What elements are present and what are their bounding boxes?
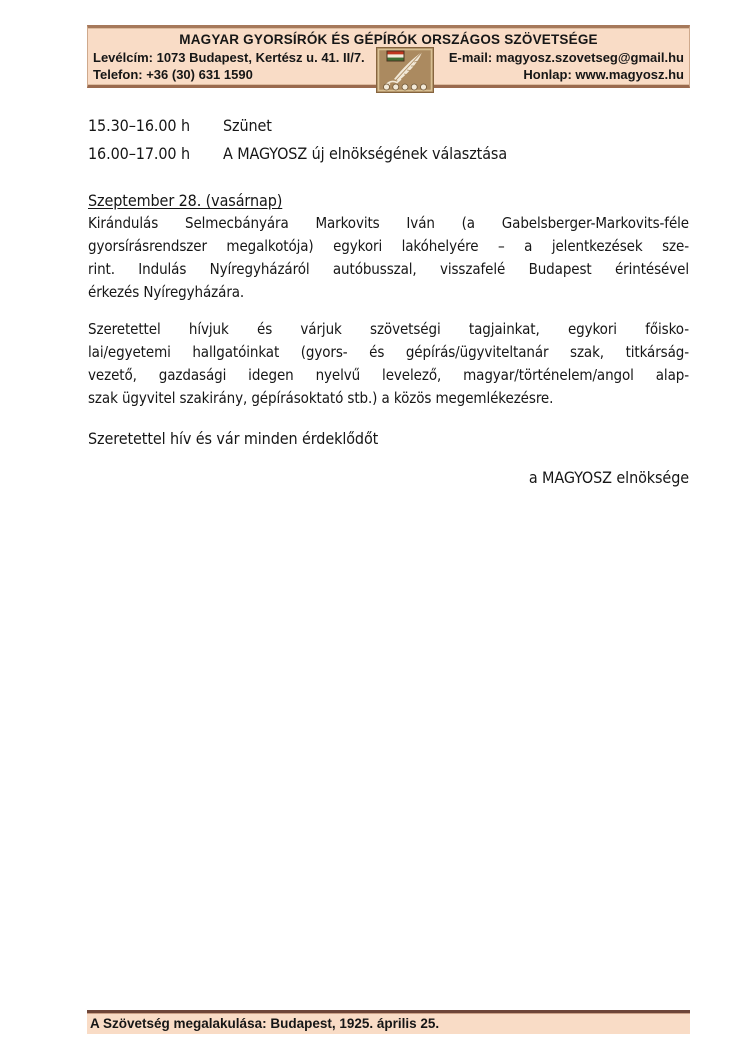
schedule-time: 15.30–16.00 h [88,116,190,135]
trip-paragraph [88,212,689,304]
magyosz-logo [376,47,434,93]
schedule-time: 16.00–17.00 h [88,144,190,163]
paragraph-line: Szeretettel hívjuk és várjuk szövetségi tagjainkat, egykori főisko- [88,320,689,338]
website-line: Honlap: www.magyosz.hu [523,67,684,82]
email-line: E-mail: magyosz.szovetseg@gmail.hu [448,50,684,65]
footer [87,1010,690,1034]
paragraph-line: vezető, gazdasági idegen nyelvű levelező, magyar/történelem/angol alap- [88,366,689,384]
schedule-row [88,142,689,165]
schedule-activity: Szünet [223,116,272,135]
schedule-row [88,114,689,137]
schedule-activity: A MAGYOSZ új elnökségének választása [223,144,508,163]
paragraph-line: gyorsírásrendszer megalkotója) egykori lakóhelyére – a jelentkezések sze- [88,237,689,255]
quill-writing-hand-emblem-icon [376,47,434,93]
hungarian-flag-icon [387,51,404,61]
closing-line: Szeretettel hív és vár minden érdeklődőt [88,429,379,448]
paragraph-line: rint. Indulás Nyíregyházáról autóbusszal, visszafelé Budapest érintésével [88,260,689,278]
phone-line: Telefon: +36 (30) 631 1590 [93,67,253,82]
paragraph-line: Kirándulás Selmecbányára Markovits Iván (a Gabelsberger-Markovits-féle [88,214,689,232]
date-heading: Szeptember 28. (vasárnap) [88,191,283,210]
contact-left-block [93,49,365,83]
paragraph-line: lai/egyetemi hallgatóinkat (gyors- és gépírás/ügyviteltanár szak, titkárság- [88,343,689,361]
document-body [88,114,689,489]
contact-right-block [449,49,684,83]
organization-title: MAGYAR GYORSÍRÓK ÉS GÉPÍRÓK ORSZÁGOS SZÖVETSÉGE [179,32,598,47]
invitation-paragraph [88,318,689,410]
paragraph-line: szak ügyvitel szakirány, gépírásoktató stb.) a közös megemlékezésre. [88,389,554,407]
signature: a MAGYOSZ elnöksége [528,468,689,487]
founding-note: A Szövetség megalakulása: Budapest, 1925. április 25. [90,1016,440,1031]
paragraph-line: érkezés Nyíregyházára. [88,283,245,301]
address-line: Levélcím: 1073 Budapest, Kertész u. 41. II/7. [93,50,365,65]
header [87,25,690,88]
